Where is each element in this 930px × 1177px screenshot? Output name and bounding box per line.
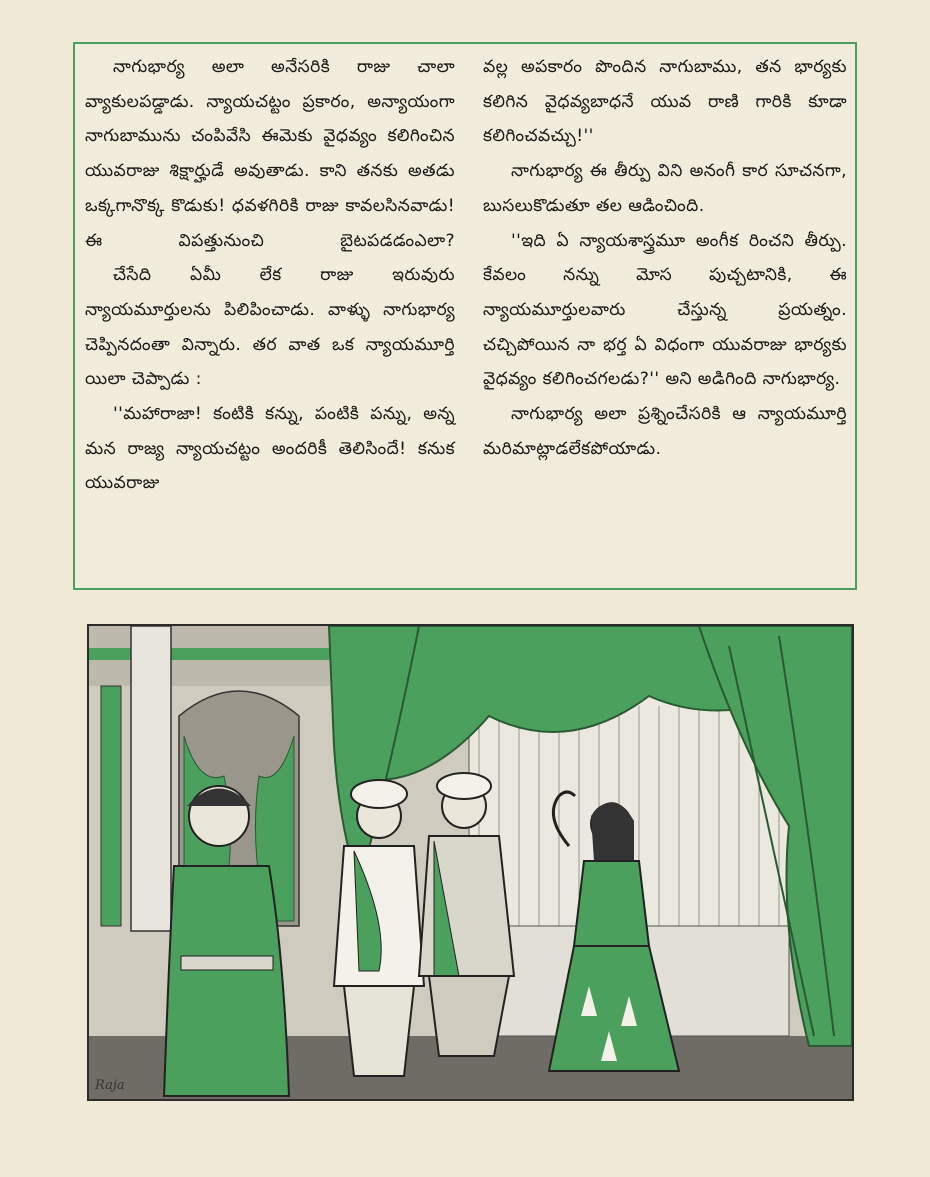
paragraph: చేసేది ఏమీ లేక రాజు ఇరువురు న్యాయమూర్తులను పిలిపించాడు. వాళ్ళు నాగుభార్య చెప్పినదంతా విన్నారు. తర వాత ఒక న్యాయమూర్తి యిలా చెప్పాడు : [85, 265, 455, 390]
paragraph: నాగుభార్య అలా ప్రశ్నించేసరికి ఆ న్యాయమూర్తి మరిమాట్లాడలేకపోయాడు. [483, 404, 847, 459]
story-illustration [87, 624, 854, 1101]
paragraph: ''ఇది ఏ న్యాయశాస్త్రమూ అంగీక రించని తీర్పు. కేవలం నన్ను మోస పుచ్చటానికి, ఈ న్యాయమూర్తులవారు చేస్తున్న ప్రయత్నం. చచ్చిపోయిన నా భర్త ఏ విధంగా యువరాజు భార్యకు వైధవ్యం కలిగించగలడు?'' అని అడిగింది నాగుభార్య. [483, 230, 847, 390]
paragraph: ''మహారాజా! కంటికి కన్ను, పంటికి పన్ను, అన్న మన రాజ్య న్యాయచట్టం అందరికీ తెలిసిందే! కనుక యువరాజు [85, 404, 455, 494]
artist-signature: Raja [95, 1078, 125, 1093]
paragraph: నాగుభార్య ఈ తీర్పు విని అనంగీ కార సూచనగా, బుసలుకొడుతూ తల ఆడించింది. [483, 161, 847, 216]
story-text-panel [73, 42, 857, 590]
right-column [483, 50, 847, 582]
paragraph: వల్ల అపకారం పొందిన నాగుబాము, తన భార్యకు కలిగిన వైధవ్యబాధనే యువ రాణి గారికి కూడా కలిగించవచ్చు!'' [483, 57, 847, 147]
left-column [85, 50, 455, 582]
court-scene-drawing [89, 626, 852, 1099]
paragraph: నాగుభార్య అలా అనేసరికి రాజు చాలా వ్యాకులపడ్డాడు. న్యాయచట్టం ప్రకారం, అన్యాయంగా నాగుబామును చంపివేసి ఈమెకు వైధవ్యం కలిగించిన యువరాజు శిక్షార్హుడే అవుతాడు. కాని తనకు అతడు ఒక్కగానొక్క కొడుకు! ధవళగిరికి రాజు కావలసినవాడు! ఈ విపత్తునుంచి బైటపడడంఎలా? [85, 57, 455, 251]
